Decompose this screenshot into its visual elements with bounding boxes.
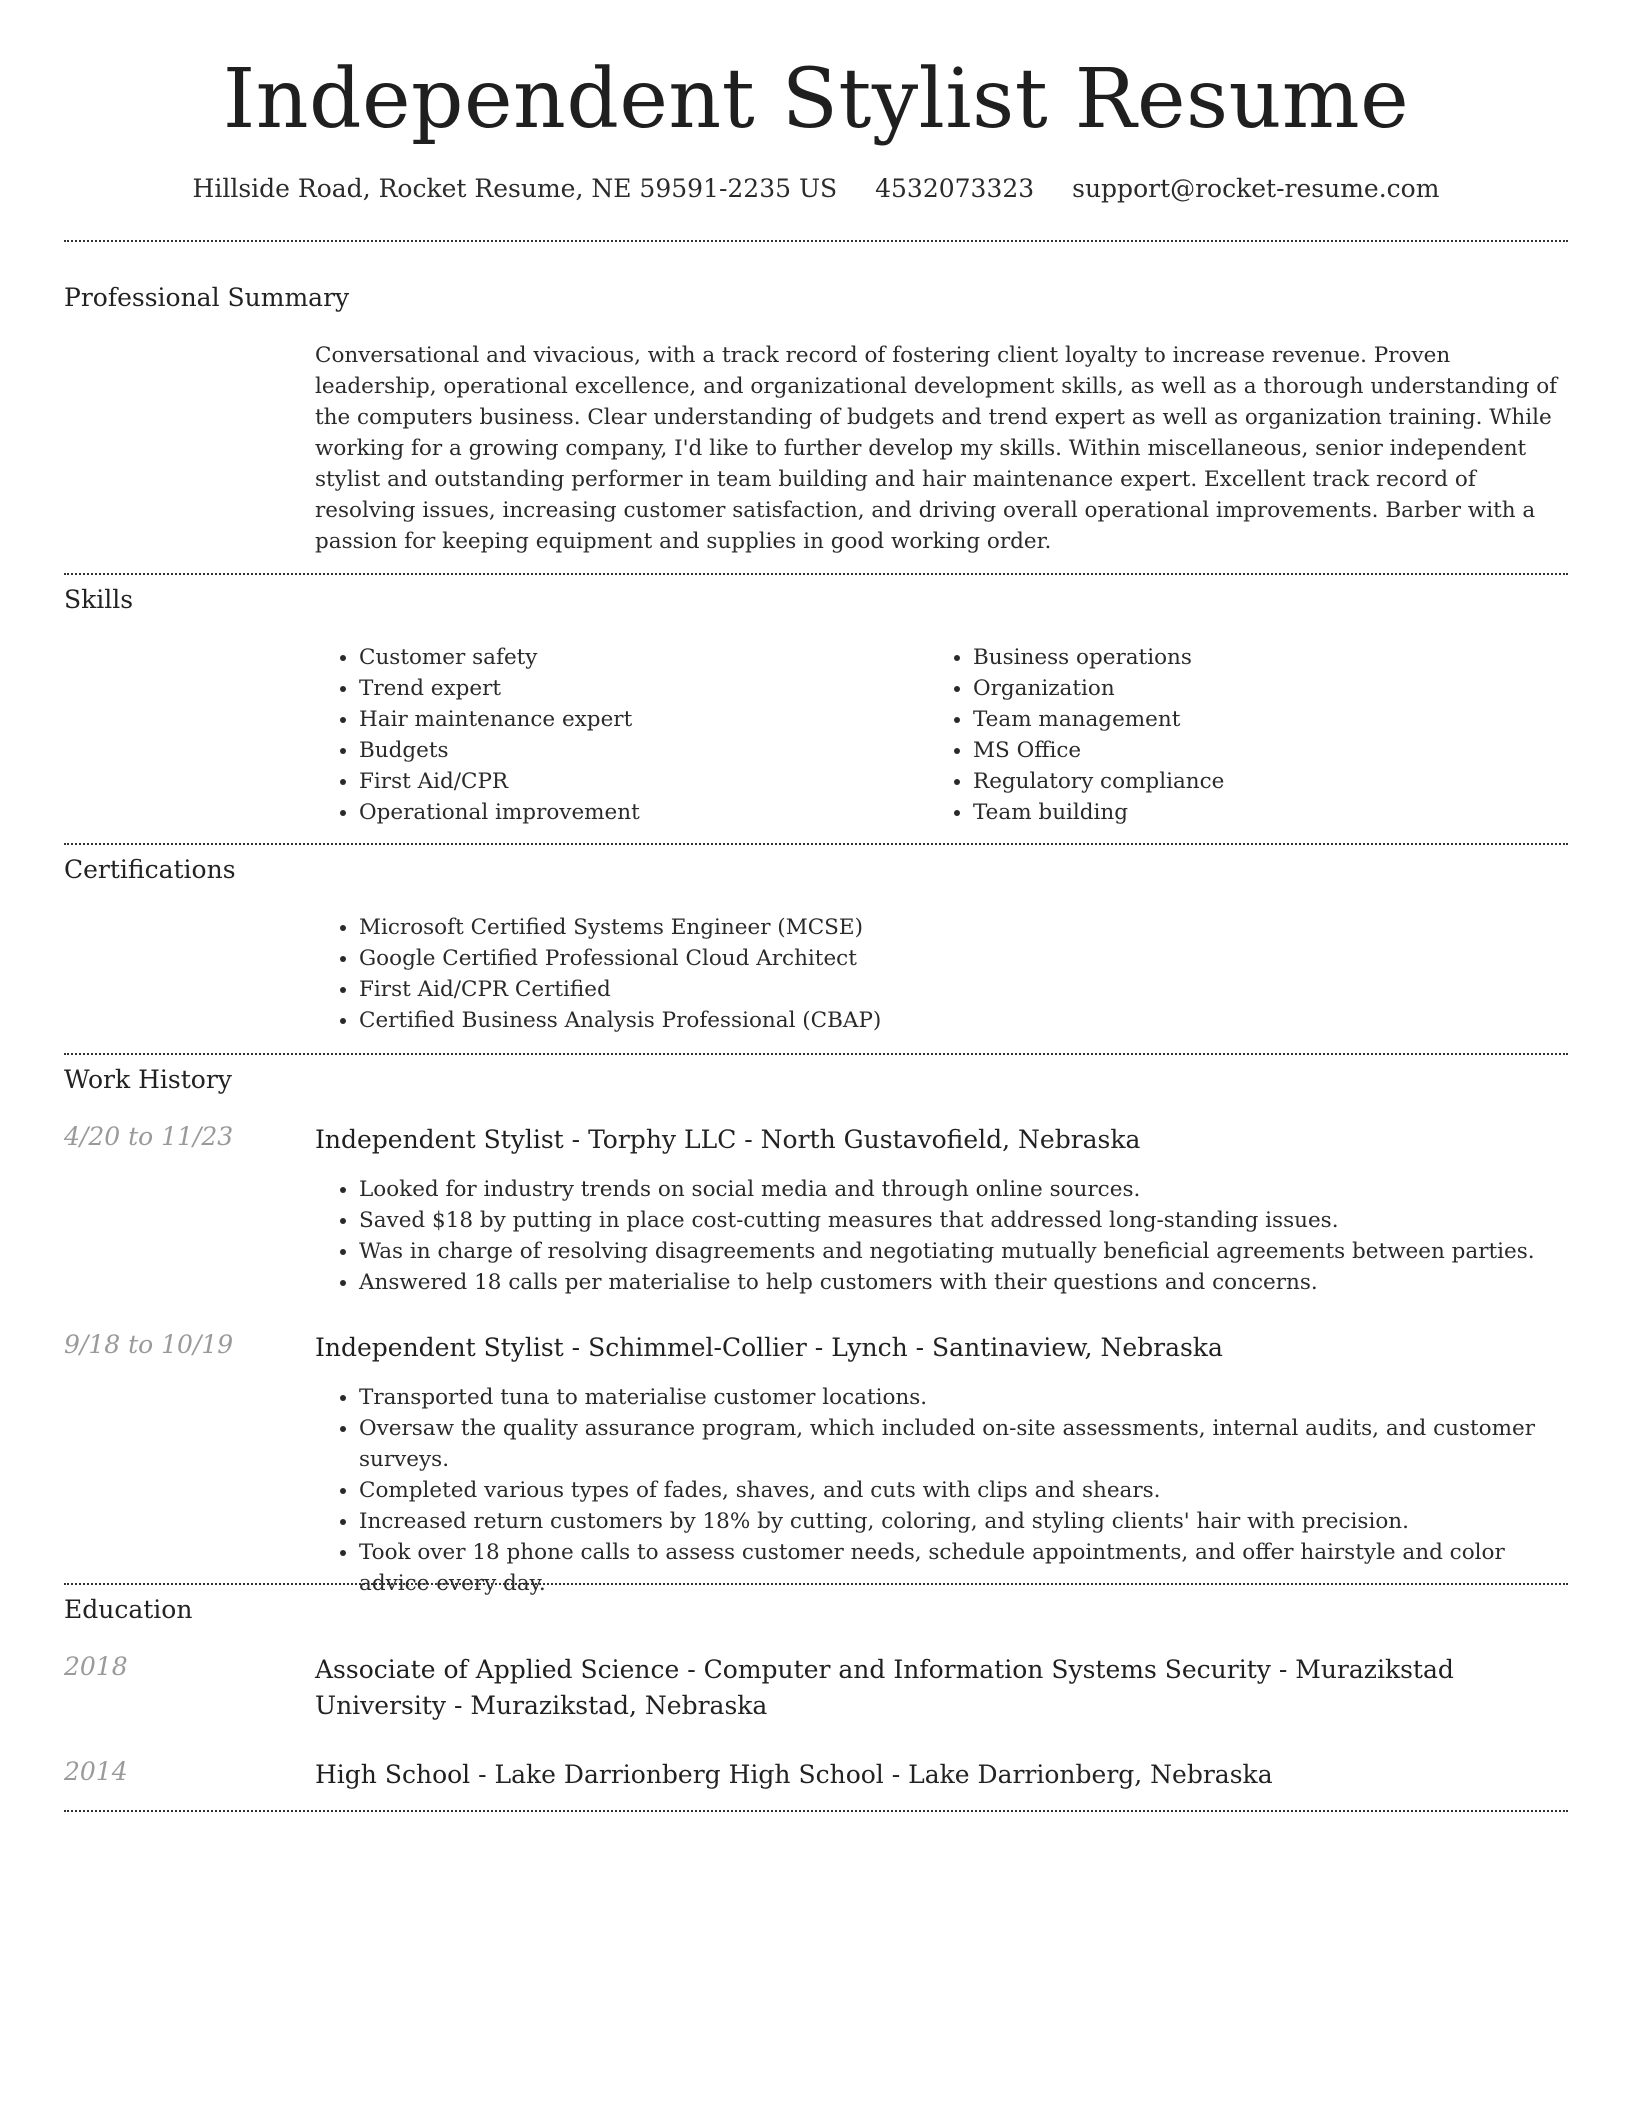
resume-header: [0, 0, 1632, 206]
list-item: • Business operations: [973, 642, 1489, 673]
job-title: [315, 1330, 1568, 1366]
contact-line: [0, 172, 1632, 206]
list-item: • MS Office: [973, 735, 1489, 766]
summary-text: Conversational and vivacious, with a track record of fostering client loyalty to increase revenue. Proven leadership, operational excellence, and organizational development skills, as well as a thorough understanding of the computers business. Clear understanding of budgets and trend expert as well as organization training. While working for a growing company, I'd like to further develop my skills. Within miscellaneous, senior independent stylist and outstanding performer in team building and hair maintenance expert. Excellent track record of resolving issues, increasing customer satisfaction, and driving overall operational improvements. Barber with a passion for keeping equipment and supplies in good working order.: [315, 343, 1558, 554]
certifications-section: [315, 912, 1568, 1036]
list-item: • Customer safety: [359, 642, 875, 673]
job-dates: 4/20 to 11/23: [64, 1122, 234, 1151]
job-role: Independent Stylist: [315, 1333, 564, 1362]
summary-heading: Professional Summary: [64, 283, 350, 312]
list-item: • Transported tuna to materialise customer locations.: [359, 1382, 1568, 1413]
divider: [64, 240, 1568, 242]
list-item: • Oversaw the quality assurance program, which included on-site assessments, internal audits, and customer surveys.: [359, 1413, 1568, 1475]
job-title: [315, 1122, 1568, 1158]
education-degree: Associate of Applied Science - Computer and Information Systems Security: [315, 1655, 1271, 1684]
list-item: • Trend expert: [359, 673, 875, 704]
contact-email: support@rocket-resume.com: [1072, 174, 1440, 203]
skills-section: [315, 642, 1568, 832]
job-bullets: [315, 1382, 1568, 1599]
list-item: • Organization: [973, 673, 1489, 704]
job-employer: - Torphy LLC - North Gustavofield, Nebraska: [563, 1125, 1141, 1154]
divider: [64, 1810, 1568, 1812]
divider: [64, 843, 1568, 845]
contact-phone: 4532073323: [875, 174, 1035, 203]
education-entry: [315, 1757, 1568, 1793]
education-school: - Murazikstad University - Murazikstad, Nebraska: [315, 1655, 1454, 1720]
education-year: 2018: [64, 1652, 128, 1681]
contact-address: Hillside Road, Rocket Resume, NE 59591-2235 US: [192, 174, 838, 203]
job-dates: 9/18 to 10/19: [64, 1330, 234, 1359]
list-item: • Took over 18 phone calls to assess customer needs, schedule appointments, and offer hairstyle and color advice every day.: [359, 1537, 1568, 1599]
divider: [64, 573, 1568, 575]
job-bullets: [315, 1174, 1568, 1298]
education-degree: High School: [315, 1760, 471, 1789]
certifications-heading: Certifications: [64, 855, 236, 884]
list-item: • Saved $18 by putting in place cost-cutting measures that addressed long-standing issues.: [359, 1205, 1568, 1236]
summary-section: [315, 340, 1568, 557]
list-item: • Was in charge of resolving disagreements and negotiating mutually beneficial agreements between parties.: [359, 1236, 1568, 1267]
list-item: • Looked for industry trends on social media and through online sources.: [359, 1174, 1568, 1205]
job-role: Independent Stylist: [315, 1125, 564, 1154]
list-item: • Answered 18 calls per materialise to help customers with their questions and concerns.: [359, 1267, 1568, 1298]
list-item: • Regulatory compliance: [973, 766, 1489, 797]
education-year: 2014: [64, 1757, 128, 1786]
skills-column-right: [929, 642, 1489, 828]
list-item: • Team building: [973, 797, 1489, 828]
education-heading: Education: [64, 1595, 193, 1624]
divider: [64, 1583, 1568, 1585]
list-item: • First Aid/CPR: [359, 766, 875, 797]
list-item: • Google Certified Professional Cloud Architect: [359, 943, 1568, 974]
list-item: • Increased return customers by 18% by cutting, coloring, and styling clients' hair with precision.: [359, 1506, 1568, 1537]
list-item: • Microsoft Certified Systems Engineer (MCSE): [359, 912, 1568, 943]
skills-column-left: [315, 642, 875, 828]
list-item: • Operational improvement: [359, 797, 875, 828]
skills-heading: Skills: [64, 585, 134, 614]
list-item: • Hair maintenance expert: [359, 704, 875, 735]
list-item: • Certified Business Analysis Professional (CBAP): [359, 1005, 1568, 1036]
job-employer: - Schimmel-Collier - Lynch - Santinaview, Nebraska: [563, 1333, 1223, 1362]
list-item: • Completed various types of fades, shaves, and cuts with clips and shears.: [359, 1475, 1568, 1506]
page-title: Independent Stylist Resume: [222, 52, 1410, 147]
list-item: • Budgets: [359, 735, 875, 766]
education-entry: [315, 1652, 1568, 1724]
list-item: • Team management: [973, 704, 1489, 735]
list-item: • First Aid/CPR Certified: [359, 974, 1568, 1005]
education-school: - Lake Darrionberg High School - Lake Darrionberg, Nebraska: [470, 1760, 1273, 1789]
divider: [64, 1053, 1568, 1055]
work-heading: Work History: [64, 1065, 232, 1094]
